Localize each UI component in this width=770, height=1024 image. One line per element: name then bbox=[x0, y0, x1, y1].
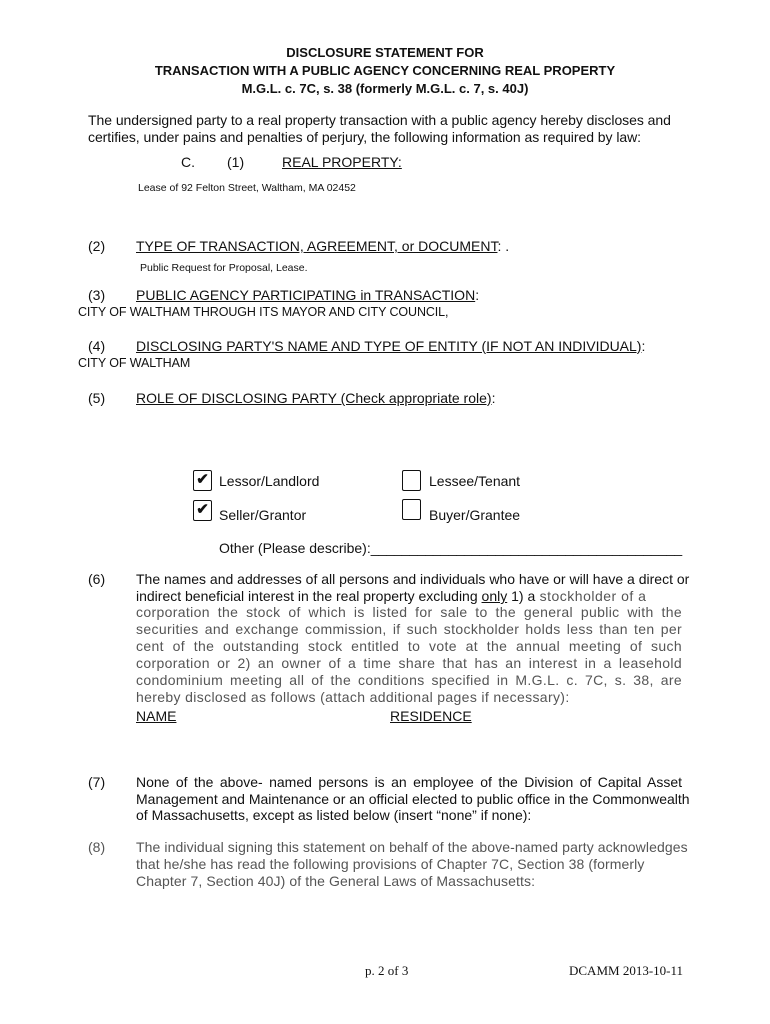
disclosing-party-value: CITY OF WALTHAM bbox=[78, 356, 191, 370]
section-c-number: (1) bbox=[227, 154, 245, 170]
section-2-label: TYPE OF TRANSACTION, AGREEMENT, or DOCUMENT bbox=[136, 238, 498, 254]
section-7-line1: None of the above- named persons is an employee of the Division of Capital Asset bbox=[136, 774, 682, 790]
section-c-letter: C. bbox=[181, 154, 195, 170]
transaction-type-value: Public Request for Proposal, Lease. bbox=[140, 262, 308, 274]
section-6-line2-pre: indirect beneficial interest in the real property excluding bbox=[136, 588, 482, 604]
section-4-suffix: : bbox=[641, 338, 646, 354]
residence-column-header: RESIDENCE bbox=[390, 708, 472, 724]
section-6-line2-grey: stockholder of a bbox=[535, 588, 647, 604]
section-8-number: (8) bbox=[88, 839, 106, 855]
lessor-label: Lessor/Landlord bbox=[219, 473, 320, 489]
section-4-heading bbox=[136, 338, 645, 354]
section-6-paragraph: corporation the stock of which is listed for sale to the general public with the securities and exchange commission, if such stockholder holds less than ten per cent of the outstanding stock entitled to vote at the annual meeting of such corporation or 2) an owner of a time share that has an interest in a leasehold condominium meeting all of the conditions specified in M.G.L. c. 7C, s. 38, are hereby disclosed as follows (attach additional pages if necessary): bbox=[136, 604, 682, 705]
section-3-label: PUBLIC AGENCY PARTICIPATING in TRANSACTION bbox=[136, 287, 476, 303]
section-7-line3: of Massachusetts, except as listed below (insert “none” if none): bbox=[136, 807, 532, 823]
section-4-label: DISCLOSING PARTY'S NAME AND TYPE OF ENTITY (IF NOT AN INDIVIDUAL) bbox=[136, 338, 642, 354]
public-agency-value: CITY OF WALTHAM THROUGH ITS MAYOR AND CITY COUNCIL, bbox=[78, 305, 449, 319]
section-3-number: (3) bbox=[88, 287, 106, 303]
section-8-line2: that he/she has read the following provisions of Chapter 7C, Section 38 (formerly bbox=[136, 856, 645, 872]
section-2-suffix: : . bbox=[497, 238, 510, 254]
section-5-heading bbox=[136, 390, 495, 406]
intro-line1: The undersigned party to a real property transaction with a public agency hereby discloses and bbox=[88, 112, 671, 128]
buyer-label: Buyer/Grantee bbox=[429, 507, 521, 523]
section-2-number: (2) bbox=[88, 238, 106, 254]
name-column-header: NAME bbox=[136, 708, 177, 724]
section-2-heading bbox=[136, 238, 509, 254]
header-title-line2: TRANSACTION WITH A PUBLIC AGENCY CONCERNING REAL PROPERTY bbox=[154, 63, 616, 78]
section-5-number: (5) bbox=[88, 390, 106, 406]
section-8-line1: The individual signing this statement on behalf of the above-named party acknowledges bbox=[136, 839, 688, 855]
lessee-checkbox[interactable] bbox=[402, 470, 421, 491]
buyer-checkbox[interactable] bbox=[402, 499, 421, 520]
section-7-number: (7) bbox=[88, 774, 106, 790]
seller-label: Seller/Grantor bbox=[219, 507, 307, 523]
page-number: p. 2 of 3 bbox=[365, 963, 409, 978]
header-title-line1: DISCLOSURE STATEMENT FOR bbox=[286, 45, 484, 60]
section-3-suffix: : bbox=[475, 287, 480, 303]
section-6-line2 bbox=[136, 588, 682, 604]
section-4-number: (4) bbox=[88, 338, 106, 354]
section-3-heading bbox=[136, 287, 479, 303]
section-8-line3: Chapter 7, Section 40J) of the General Laws of Massachusetts: bbox=[136, 873, 536, 889]
section-6-number: (6) bbox=[88, 571, 106, 587]
section-6-line1: The names and addresses of all persons and individuals who have or will have a direct or bbox=[136, 571, 690, 587]
form-code: DCAMM 2013-10-11 bbox=[569, 963, 683, 978]
section-6-line2-post: 1) a bbox=[507, 588, 536, 604]
header-title-line3: M.G.L. c. 7C, s. 38 (formerly M.G.L. c. 7, s. 40J) bbox=[241, 81, 529, 96]
only-emphasis: only bbox=[481, 588, 508, 604]
seller-checkbox[interactable]: ✔ bbox=[193, 500, 212, 521]
section-5-suffix: : bbox=[491, 390, 496, 406]
lessor-checkbox[interactable]: ✔ bbox=[193, 470, 212, 491]
real-property-value: Lease of 92 Felton Street, Waltham, MA 02452 bbox=[138, 182, 356, 194]
lessee-label: Lessee/Tenant bbox=[429, 473, 521, 489]
section-c-label: REAL PROPERTY: bbox=[282, 154, 402, 170]
other-label[interactable]: Other (Please describe):________________________________________ bbox=[219, 540, 683, 556]
intro-line2: certifies, under pains and penalties of perjury, the following information as required by law: bbox=[88, 129, 642, 145]
section-5-label: ROLE OF DISCLOSING PARTY (Check appropriate role) bbox=[136, 390, 492, 406]
section-7-line2: Management and Maintenance or an official elected to public office in the Commonwealth bbox=[136, 791, 690, 807]
